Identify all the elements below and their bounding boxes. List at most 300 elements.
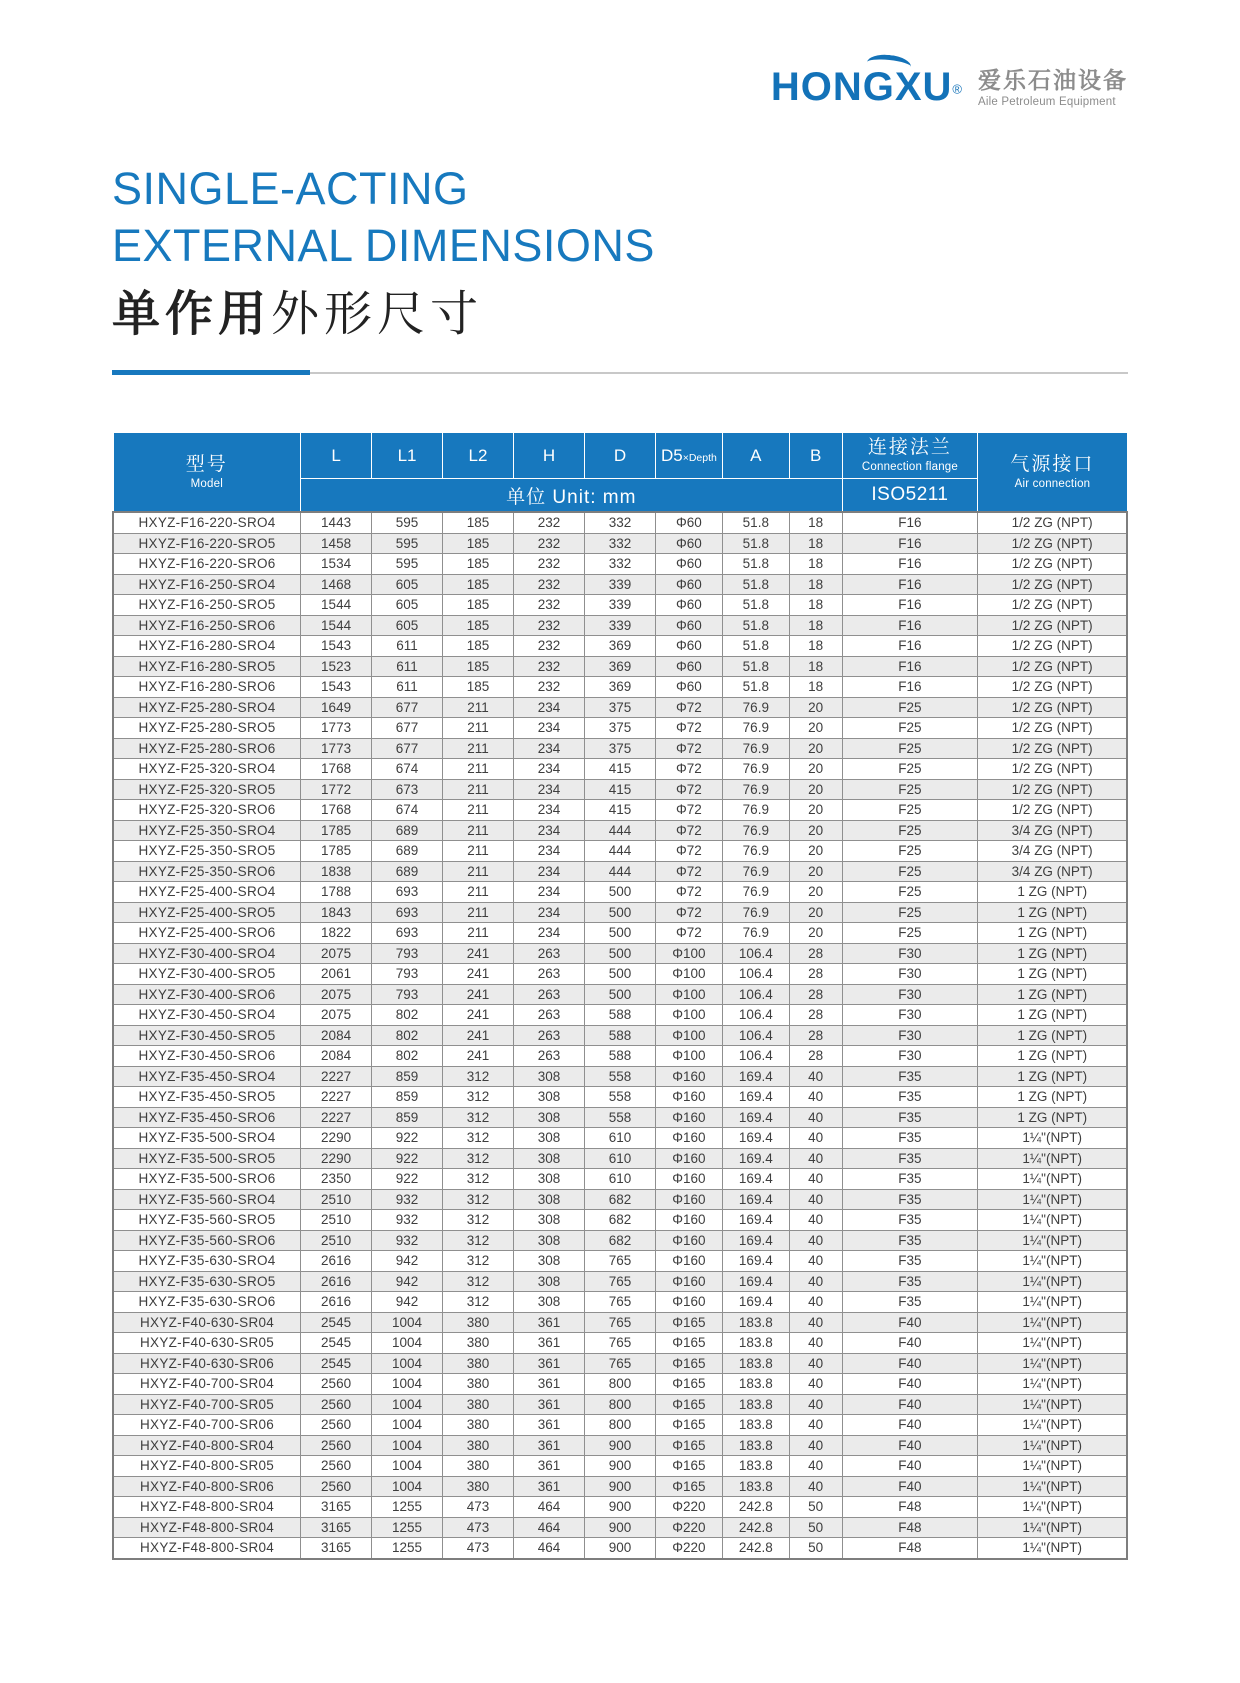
- cell-L: 1768: [301, 759, 372, 780]
- cell-D5: Φ60: [655, 595, 722, 616]
- cell-L: 3165: [301, 1538, 372, 1559]
- cell-A: 76.9: [722, 800, 789, 821]
- cell-L2: 185: [443, 554, 514, 575]
- title-block: [112, 160, 1128, 375]
- cell-A: 169.4: [722, 1128, 789, 1149]
- cell-L2: 312: [443, 1107, 514, 1128]
- cell-model: HXYZ-F35-500-SRO6: [113, 1169, 301, 1190]
- brand-header: [771, 55, 1128, 108]
- cell-D5: Φ165: [655, 1476, 722, 1497]
- cell-L2: 312: [443, 1292, 514, 1313]
- cell-B: 28: [789, 1046, 842, 1067]
- cell-D5: Φ165: [655, 1333, 722, 1354]
- cell-B: 20: [789, 759, 842, 780]
- cell-L: 2560: [301, 1476, 372, 1497]
- cell-model: HXYZ-F35-450-SRO5: [113, 1087, 301, 1108]
- cell-D5: Φ165: [655, 1312, 722, 1333]
- cell-D: 444: [584, 861, 655, 882]
- cell-L: 2560: [301, 1435, 372, 1456]
- cell-flange: F40: [842, 1456, 978, 1477]
- table-row: [113, 1148, 1127, 1169]
- cell-model: HXYZ-F25-320-SRO6: [113, 800, 301, 821]
- cell-D: 765: [584, 1353, 655, 1374]
- cell-L1: 689: [372, 841, 443, 862]
- cell-model: HXYZ-F25-400-SRO5: [113, 902, 301, 923]
- cell-H: 232: [514, 554, 585, 575]
- cell-air: 1 ZG (NPT): [978, 964, 1127, 985]
- table-row: [113, 1312, 1127, 1333]
- cell-L2: 312: [443, 1066, 514, 1087]
- cell-L1: 1004: [372, 1476, 443, 1497]
- cell-model: HXYZ-F30-450-SRO4: [113, 1005, 301, 1026]
- cell-L1: 1255: [372, 1497, 443, 1518]
- cell-flange: F16: [842, 636, 978, 657]
- cell-L1: 674: [372, 759, 443, 780]
- cell-H: 234: [514, 697, 585, 718]
- cell-H: 263: [514, 984, 585, 1005]
- page-title-line2: EXTERNAL DIMENSIONS: [112, 220, 655, 271]
- cell-D: 682: [584, 1230, 655, 1251]
- cell-model: HXYZ-F25-400-SRO4: [113, 882, 301, 903]
- cell-L2: 473: [443, 1538, 514, 1559]
- cell-B: 50: [789, 1538, 842, 1559]
- cell-flange: F48: [842, 1497, 978, 1518]
- cell-flange: F16: [842, 615, 978, 636]
- table-row: [113, 800, 1127, 821]
- cell-D: 339: [584, 615, 655, 636]
- cell-H: 308: [514, 1292, 585, 1313]
- cell-A: 106.4: [722, 1046, 789, 1067]
- cell-air: 1 ZG (NPT): [978, 1107, 1127, 1128]
- cell-L2: 380: [443, 1333, 514, 1354]
- cell-L1: 859: [372, 1087, 443, 1108]
- table-row: [113, 820, 1127, 841]
- table-row: [113, 656, 1127, 677]
- cell-H: 361: [514, 1353, 585, 1374]
- cell-flange: F25: [842, 718, 978, 739]
- cell-L2: 380: [443, 1353, 514, 1374]
- cell-flange: F30: [842, 984, 978, 1005]
- cell-L1: 932: [372, 1210, 443, 1231]
- cell-B: 20: [789, 779, 842, 800]
- cell-L1: 1004: [372, 1435, 443, 1456]
- cell-L2: 211: [443, 841, 514, 862]
- cell-model: HXYZ-F40-800-SR05: [113, 1456, 301, 1477]
- cell-H: 308: [514, 1087, 585, 1108]
- cell-A: 51.8: [722, 512, 789, 533]
- cell-L1: 922: [372, 1169, 443, 1190]
- cell-L: 1838: [301, 861, 372, 882]
- cell-D5: Φ100: [655, 943, 722, 964]
- cell-A: 106.4: [722, 1025, 789, 1046]
- cell-model: HXYZ-F40-630-SR05: [113, 1333, 301, 1354]
- table-row: [113, 1292, 1127, 1313]
- cell-model: HXYZ-F35-560-SRO4: [113, 1189, 301, 1210]
- cell-D5: Φ160: [655, 1128, 722, 1149]
- cell-L2: 211: [443, 759, 514, 780]
- cell-L2: 473: [443, 1517, 514, 1538]
- cell-L2: 185: [443, 636, 514, 657]
- cell-D5: Φ100: [655, 1046, 722, 1067]
- cell-D: 765: [584, 1251, 655, 1272]
- cell-B: 28: [789, 943, 842, 964]
- cell-D: 369: [584, 636, 655, 657]
- cell-L: 2061: [301, 964, 372, 985]
- cell-model: HXYZ-F16-280-SRO6: [113, 677, 301, 698]
- cell-L1: 611: [372, 636, 443, 657]
- cell-air: 1 ZG (NPT): [978, 1066, 1127, 1087]
- cell-air: 1¼"(NPT): [978, 1148, 1127, 1169]
- cell-D5: Φ72: [655, 820, 722, 841]
- page-title-cn-bold: 单作用: [112, 288, 272, 341]
- cell-L1: 674: [372, 800, 443, 821]
- cell-air: 1 ZG (NPT): [978, 923, 1127, 944]
- cell-H: 263: [514, 943, 585, 964]
- cell-model: HXYZ-F40-800-SR06: [113, 1476, 301, 1497]
- cell-D5: Φ60: [655, 615, 722, 636]
- cell-air: 1¼"(NPT): [978, 1538, 1127, 1559]
- cell-D5: Φ165: [655, 1415, 722, 1436]
- cell-L2: 211: [443, 697, 514, 718]
- cell-flange: F30: [842, 964, 978, 985]
- cell-L: 2290: [301, 1148, 372, 1169]
- cell-flange: F35: [842, 1189, 978, 1210]
- cell-D: 369: [584, 677, 655, 698]
- cell-L1: 942: [372, 1251, 443, 1272]
- cell-L1: 1255: [372, 1538, 443, 1559]
- cell-A: 76.9: [722, 779, 789, 800]
- table-row: [113, 1169, 1127, 1190]
- cell-air: 1 ZG (NPT): [978, 1005, 1127, 1026]
- cell-A: 183.8: [722, 1374, 789, 1395]
- cell-D: 900: [584, 1517, 655, 1538]
- cell-A: 106.4: [722, 964, 789, 985]
- cell-L2: 185: [443, 533, 514, 554]
- cell-D: 558: [584, 1066, 655, 1087]
- cell-D: 339: [584, 574, 655, 595]
- cell-H: 361: [514, 1435, 585, 1456]
- cell-L: 2084: [301, 1025, 372, 1046]
- cell-D: 500: [584, 902, 655, 923]
- cell-L: 1788: [301, 882, 372, 903]
- cell-L1: 1004: [372, 1394, 443, 1415]
- cell-L1: 693: [372, 902, 443, 923]
- cell-model: HXYZ-F40-700-SR04: [113, 1374, 301, 1395]
- cell-H: 361: [514, 1476, 585, 1497]
- table-row: [113, 923, 1127, 944]
- cell-A: 76.9: [722, 718, 789, 739]
- cell-B: 20: [789, 738, 842, 759]
- cell-air: 1¼"(NPT): [978, 1435, 1127, 1456]
- cell-flange: F16: [842, 554, 978, 575]
- cell-L: 2545: [301, 1312, 372, 1333]
- cell-L1: 793: [372, 984, 443, 1005]
- cell-L2: 211: [443, 738, 514, 759]
- cell-B: 40: [789, 1292, 842, 1313]
- cell-A: 106.4: [722, 943, 789, 964]
- cell-L1: 942: [372, 1292, 443, 1313]
- cell-L1: 1004: [372, 1456, 443, 1477]
- cell-D5: Φ220: [655, 1538, 722, 1559]
- cell-L1: 942: [372, 1271, 443, 1292]
- table-row: [113, 1271, 1127, 1292]
- cell-H: 361: [514, 1456, 585, 1477]
- cell-flange: F25: [842, 882, 978, 903]
- cell-L2: 211: [443, 882, 514, 903]
- cell-A: 169.4: [722, 1189, 789, 1210]
- cell-flange: F25: [842, 841, 978, 862]
- brand-name-cn: 爱乐石油设备: [978, 67, 1128, 93]
- table-row: [113, 738, 1127, 759]
- cell-H: 464: [514, 1497, 585, 1518]
- cell-D: 900: [584, 1435, 655, 1456]
- cell-flange: F35: [842, 1271, 978, 1292]
- cell-D5: Φ160: [655, 1251, 722, 1272]
- cell-D5: Φ160: [655, 1230, 722, 1251]
- cell-B: 40: [789, 1251, 842, 1272]
- cell-flange: F35: [842, 1169, 978, 1190]
- cell-B: 40: [789, 1415, 842, 1436]
- cell-L: 2075: [301, 943, 372, 964]
- cell-air: 1/2 ZG (NPT): [978, 718, 1127, 739]
- brand-logo: [771, 55, 962, 107]
- cell-L1: 802: [372, 1046, 443, 1067]
- cell-L2: 211: [443, 718, 514, 739]
- cell-flange: F40: [842, 1333, 978, 1354]
- cell-air: 1¼"(NPT): [978, 1476, 1127, 1497]
- cell-L: 2560: [301, 1415, 372, 1436]
- cell-L1: 677: [372, 718, 443, 739]
- cell-B: 40: [789, 1169, 842, 1190]
- cell-flange: F25: [842, 902, 978, 923]
- cell-model: HXYZ-F35-500-SRO5: [113, 1148, 301, 1169]
- cell-D5: Φ72: [655, 697, 722, 718]
- cell-L1: 1004: [372, 1374, 443, 1395]
- cell-L1: 932: [372, 1230, 443, 1251]
- cell-H: 308: [514, 1169, 585, 1190]
- cell-model: HXYZ-F16-220-SRO4: [113, 512, 301, 533]
- cell-H: 232: [514, 615, 585, 636]
- cell-D5: Φ100: [655, 1025, 722, 1046]
- cell-D5: Φ60: [655, 677, 722, 698]
- cell-A: 183.8: [722, 1394, 789, 1415]
- cell-A: 242.8: [722, 1538, 789, 1559]
- cell-B: 18: [789, 656, 842, 677]
- table-body: [113, 512, 1127, 1559]
- cell-H: 308: [514, 1251, 585, 1272]
- cell-flange: F25: [842, 800, 978, 821]
- table-row: [113, 1333, 1127, 1354]
- cell-model: HXYZ-F25-400-SRO6: [113, 923, 301, 944]
- cell-flange: F48: [842, 1517, 978, 1538]
- cell-L1: 595: [372, 512, 443, 533]
- page-title-cn: [112, 284, 1128, 346]
- table-row: [113, 1538, 1127, 1559]
- cell-model: HXYZ-F16-280-SRO5: [113, 656, 301, 677]
- cell-B: 20: [789, 882, 842, 903]
- cell-air: 1/2 ZG (NPT): [978, 512, 1127, 533]
- title-divider: [112, 370, 1128, 375]
- table-row: [113, 1066, 1127, 1087]
- cell-flange: F16: [842, 677, 978, 698]
- cell-D: 900: [584, 1497, 655, 1518]
- cell-A: 183.8: [722, 1435, 789, 1456]
- cell-B: 40: [789, 1128, 842, 1149]
- col-header-a: A: [722, 433, 789, 479]
- cell-air: 1/2 ZG (NPT): [978, 800, 1127, 821]
- cell-L: 3165: [301, 1517, 372, 1538]
- cell-D: 375: [584, 738, 655, 759]
- table-row: [113, 512, 1127, 533]
- cell-D: 610: [584, 1148, 655, 1169]
- table-row: [113, 697, 1127, 718]
- table-row: [113, 1476, 1127, 1497]
- cell-H: 234: [514, 923, 585, 944]
- cell-A: 183.8: [722, 1353, 789, 1374]
- cell-A: 51.8: [722, 677, 789, 698]
- cell-D5: Φ160: [655, 1087, 722, 1108]
- cell-B: 40: [789, 1066, 842, 1087]
- cell-B: 20: [789, 800, 842, 821]
- cell-flange: F16: [842, 533, 978, 554]
- page-title-line1: SINGLE-ACTING: [112, 163, 469, 214]
- table-row: [113, 1046, 1127, 1067]
- table-row: [113, 1435, 1127, 1456]
- cell-L: 1772: [301, 779, 372, 800]
- cell-D: 415: [584, 759, 655, 780]
- cell-model: HXYZ-F25-280-SRO5: [113, 718, 301, 739]
- cell-H: 308: [514, 1066, 585, 1087]
- cell-D5: Φ160: [655, 1148, 722, 1169]
- cell-A: 76.9: [722, 902, 789, 923]
- cell-air: 1 ZG (NPT): [978, 1025, 1127, 1046]
- cell-D5: Φ60: [655, 574, 722, 595]
- divider-accent: [112, 370, 310, 375]
- cell-A: 169.4: [722, 1148, 789, 1169]
- cell-L1: 859: [372, 1066, 443, 1087]
- cell-L: 2075: [301, 984, 372, 1005]
- cell-B: 40: [789, 1374, 842, 1395]
- cell-B: 50: [789, 1517, 842, 1538]
- cell-L: 1773: [301, 738, 372, 759]
- table-row: [113, 1394, 1127, 1415]
- cell-H: 263: [514, 1025, 585, 1046]
- cell-air: 1¼"(NPT): [978, 1128, 1127, 1149]
- table-row: [113, 943, 1127, 964]
- cell-flange: F35: [842, 1148, 978, 1169]
- cell-flange: F40: [842, 1415, 978, 1436]
- cell-A: 169.4: [722, 1251, 789, 1272]
- cell-air: 1/2 ZG (NPT): [978, 677, 1127, 698]
- cell-model: HXYZ-F35-630-SRO5: [113, 1271, 301, 1292]
- cell-D: 415: [584, 800, 655, 821]
- cell-H: 234: [514, 861, 585, 882]
- cell-L: 1785: [301, 820, 372, 841]
- cell-D: 500: [584, 984, 655, 1005]
- cell-H: 234: [514, 759, 585, 780]
- cell-L: 2350: [301, 1169, 372, 1190]
- cell-model: HXYZ-F30-450-SRO6: [113, 1046, 301, 1067]
- cell-D5: Φ220: [655, 1517, 722, 1538]
- cell-B: 18: [789, 636, 842, 657]
- col-header-h: H: [514, 433, 585, 479]
- col-header-l2: L2: [443, 433, 514, 479]
- cell-L: 1843: [301, 902, 372, 923]
- cell-L2: 211: [443, 902, 514, 923]
- cell-L: 2227: [301, 1066, 372, 1087]
- cell-L2: 211: [443, 800, 514, 821]
- cell-L1: 677: [372, 738, 443, 759]
- cell-flange: F35: [842, 1087, 978, 1108]
- cell-L2: 380: [443, 1456, 514, 1477]
- cell-D: 500: [584, 964, 655, 985]
- cell-L: 2560: [301, 1394, 372, 1415]
- table-row: [113, 1230, 1127, 1251]
- table-row: [113, 1189, 1127, 1210]
- cell-B: 40: [789, 1271, 842, 1292]
- cell-L2: 380: [443, 1476, 514, 1497]
- cell-L2: 185: [443, 512, 514, 533]
- col-header-l: L: [301, 433, 372, 479]
- cell-A: 183.8: [722, 1333, 789, 1354]
- cell-A: 106.4: [722, 984, 789, 1005]
- cell-H: 361: [514, 1374, 585, 1395]
- cell-L: 2075: [301, 1005, 372, 1026]
- cell-H: 263: [514, 964, 585, 985]
- cell-air: 1/2 ZG (NPT): [978, 759, 1127, 780]
- cell-D5: Φ60: [655, 533, 722, 554]
- cell-L1: 859: [372, 1107, 443, 1128]
- cell-D5: Φ72: [655, 718, 722, 739]
- cell-L: 1544: [301, 615, 372, 636]
- cell-D: 765: [584, 1312, 655, 1333]
- iso-standard-header: ISO5211: [842, 479, 978, 513]
- table-row: [113, 1128, 1127, 1149]
- cell-L1: 677: [372, 697, 443, 718]
- cell-flange: F16: [842, 512, 978, 533]
- cell-model: HXYZ-F40-700-SR06: [113, 1415, 301, 1436]
- cell-L: 1544: [301, 595, 372, 616]
- cell-A: 183.8: [722, 1415, 789, 1436]
- cell-H: 308: [514, 1128, 585, 1149]
- cell-model: HXYZ-F30-400-SRO6: [113, 984, 301, 1005]
- cell-A: 51.8: [722, 554, 789, 575]
- cell-D: 375: [584, 697, 655, 718]
- col-header-d5: D5×Depth: [655, 433, 722, 479]
- brand-subtitle: [978, 55, 1128, 108]
- cell-L: 2227: [301, 1087, 372, 1108]
- cell-L1: 793: [372, 964, 443, 985]
- cell-D: 339: [584, 595, 655, 616]
- cell-B: 40: [789, 1087, 842, 1108]
- cell-model: HXYZ-F40-800-SR04: [113, 1435, 301, 1456]
- cell-L1: 1004: [372, 1312, 443, 1333]
- cell-D: 765: [584, 1333, 655, 1354]
- cell-B: 40: [789, 1435, 842, 1456]
- cell-H: 263: [514, 1046, 585, 1067]
- cell-A: 76.9: [722, 882, 789, 903]
- cell-flange: F16: [842, 574, 978, 595]
- cell-L: 2560: [301, 1374, 372, 1395]
- cell-flange: F30: [842, 1046, 978, 1067]
- table-row: [113, 1497, 1127, 1518]
- table-row: [113, 1210, 1127, 1231]
- cell-H: 234: [514, 738, 585, 759]
- cell-model: HXYZ-F30-400-SRO4: [113, 943, 301, 964]
- cell-L1: 693: [372, 923, 443, 944]
- cell-model: HXYZ-F16-250-SRO4: [113, 574, 301, 595]
- cell-A: 106.4: [722, 1005, 789, 1026]
